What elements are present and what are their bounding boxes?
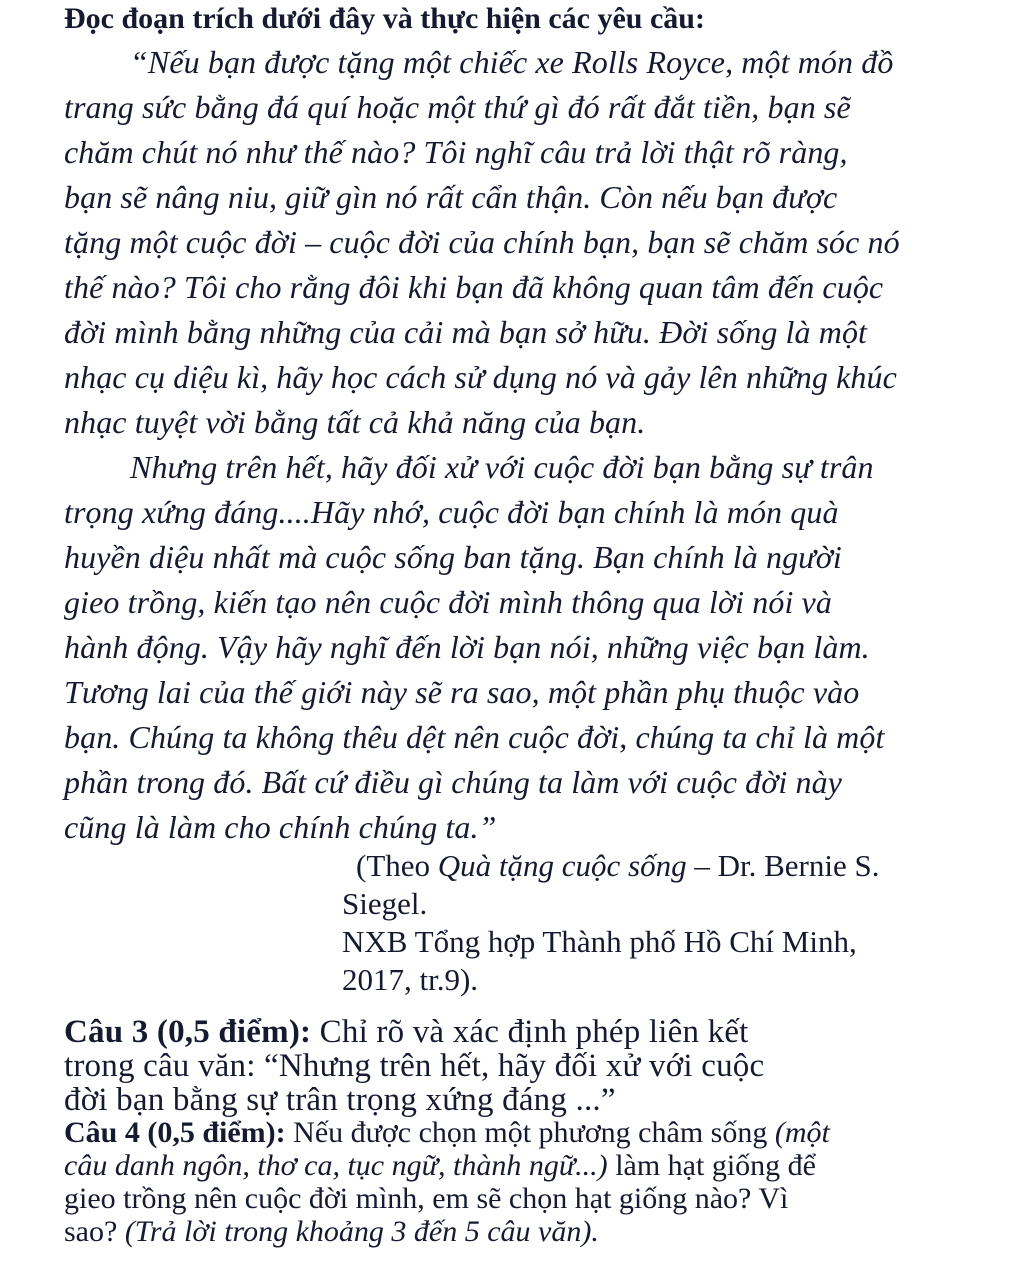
- passage-line: bạn. Chúng ta không thêu dệt nên cuộc đời, chúng ta chỉ là một: [64, 719, 885, 755]
- question-text-italic: (Trả lời trong khoảng 3 đến 5 câu văn).: [124, 1215, 599, 1248]
- citation-author: – Dr. Bernie S.: [686, 848, 880, 883]
- citation-publisher: NXB Tổng hợp Thành phố Hồ Chí Minh,: [342, 924, 857, 959]
- passage-line: huyền diệu nhất mà cuộc sống ban tặng. Bạn chính là người: [64, 539, 842, 575]
- passage-line: đời mình bằng những của cải mà bạn sở hữu. Đời sống là một: [64, 314, 868, 350]
- instruction-heading: Đọc đoạn trích dưới đây và thực hiện các yêu cầu:: [64, 2, 705, 35]
- citation-publisher: 2017, tr.9).: [342, 962, 479, 997]
- question-label: Câu 3 (0,5 điểm):: [64, 1014, 312, 1050]
- passage-line: nhạc cụ diệu kì, hãy học cách sử dụng nó và gảy lên những khúc: [64, 359, 897, 395]
- passage-line: trang sức bằng đá quí hoặc một thứ gì đó rất đắt tiền, bạn sẽ: [64, 89, 851, 125]
- question-text: Nếu được chọn một phương châm sống: [285, 1116, 775, 1149]
- passage-line: “Nếu bạn được tặng một chiếc xe Rolls Royce, một món đồ: [130, 44, 894, 80]
- citation-line: Siegel.: [342, 886, 428, 921]
- question-line: đời bạn bằng sự trân trọng xứng đáng ...”: [64, 1082, 616, 1118]
- passage-line: phần trong đó. Bất cứ điều gì chúng ta làm với cuộc đời này: [64, 764, 842, 800]
- question-text: làm hạt giống để: [607, 1149, 816, 1182]
- question-label: Câu 4 (0,5 điểm):: [64, 1116, 286, 1149]
- passage-line: chăm chút nó như thế nào? Tôi nghĩ câu trả lời thật rõ ràng,: [64, 134, 848, 170]
- passage-line: trọng xứng đáng....Hãy nhớ, cuộc đời bạn chính là món quà: [64, 494, 839, 530]
- passage-line: Nhưng trên hết, hãy đối xử với cuộc đời bạn bằng sự trân: [130, 449, 874, 485]
- passage-line: Tương lai của thế giới này sẽ ra sao, một phần phụ thuộc vào: [64, 674, 860, 710]
- passage-line: hành động. Vậy hãy nghĩ đến lời bạn nói, những việc bạn làm.: [64, 629, 870, 665]
- question-line: [64, 1118, 830, 1148]
- passage-line: nhạc tuyệt vời bằng tất cả khả năng của bạn.: [64, 404, 646, 440]
- question-line: trong câu văn: “Nhưng trên hết, hãy đối xử với cuộc: [64, 1048, 765, 1084]
- question-line: [64, 1016, 749, 1049]
- passage-line: thế nào? Tôi cho rằng đôi khi bạn đã không quan tâm đến cuộc: [64, 269, 884, 305]
- passage-line: cũng là làm cho chính chúng ta.”: [64, 809, 497, 845]
- question-line: [64, 1217, 599, 1247]
- question-text: sao?: [64, 1215, 125, 1248]
- question-text: gieo trồng nên cuộc đời mình, em sẽ chọn hạt giống nào? Vì: [64, 1182, 789, 1215]
- question-text-italic: (một: [774, 1116, 830, 1149]
- question-text-italic: câu danh ngôn, thơ ca, tục ngữ, thành ngữ...): [64, 1149, 608, 1182]
- citation-line: [356, 850, 880, 881]
- citation-book-title: Quà tặng cuộc sống: [437, 848, 687, 883]
- passage-line: tặng một cuộc đời – cuộc đời của chính bạn, bạn sẽ chăm sóc nó: [64, 224, 900, 260]
- question-line: [64, 1184, 788, 1214]
- question-text: Chỉ rõ và xác định phép liên kết: [311, 1014, 749, 1050]
- citation-prefix: (Theo: [356, 848, 438, 883]
- question-line: [64, 1151, 816, 1181]
- passage-line: bạn sẽ nâng niu, giữ gìn nó rất cẩn thận. Còn nếu bạn được: [64, 179, 838, 215]
- passage-line: gieo trồng, kiến tạo nên cuộc đời mình thông qua lời nói và: [64, 584, 832, 620]
